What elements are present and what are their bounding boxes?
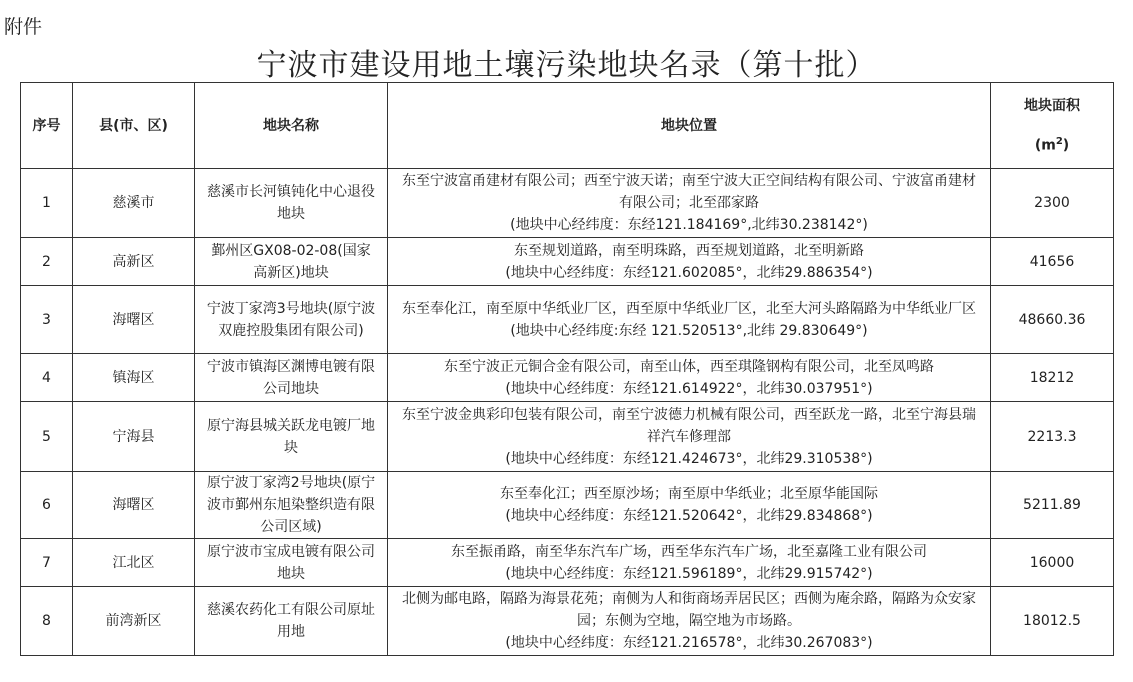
header-county: 县(市、区) — [73, 83, 195, 169]
cell-no: 6 — [21, 472, 73, 539]
table-header-row — [21, 83, 1114, 169]
cell-county: 江北区 — [73, 539, 195, 587]
table-row — [21, 286, 1114, 354]
table-row — [21, 354, 1114, 402]
location-text: 东至奉化江；西至原沙场；南至原中华纸业；北至原华能国际 — [500, 486, 878, 502]
table-row — [21, 169, 1114, 238]
cell-location — [388, 472, 991, 539]
header-name: 地块名称 — [195, 83, 388, 169]
location-coord: (地块中心经纬度：东经121.520642°，北纬29.834868°) — [505, 508, 873, 524]
location-text: 东至规划道路，南至明珠路，西至规划道路，北至明新路 — [514, 242, 864, 259]
cell-location — [388, 169, 991, 238]
cell-location — [388, 587, 991, 656]
table-row — [21, 587, 1114, 656]
cell-area: 16000 — [991, 539, 1114, 587]
cell-name: 原宁海县城关跃龙电镀厂地块 — [195, 402, 388, 472]
table-row — [21, 539, 1114, 587]
cell-no: 1 — [21, 169, 73, 238]
header-no: 序号 — [21, 83, 73, 169]
cell-no: 8 — [21, 587, 73, 656]
cell-no: 3 — [21, 286, 73, 354]
contaminated-land-table — [20, 82, 1114, 656]
area-unit-sup: 2 — [1055, 135, 1063, 147]
cell-county: 海曙区 — [73, 472, 195, 539]
header-area — [991, 83, 1114, 169]
cell-name: 慈溪农药化工有限公司原址用地 — [195, 587, 388, 656]
cell-name: 原宁波丁家湾2号地块(原宁波市鄞州东旭染整织造有限公司区域) — [195, 472, 388, 539]
location-coord: (地块中心经纬度：东经121.184169°,北纬30.238142°) — [510, 217, 868, 233]
table-row — [21, 402, 1114, 472]
cell-no: 4 — [21, 354, 73, 402]
cell-location — [388, 286, 991, 354]
cell-name: 慈溪市长河镇钝化中心退役地块 — [195, 169, 388, 238]
table-row — [21, 238, 1114, 286]
location-coord: (地块中心经纬度：东经121.216578°，北纬30.267083°) — [505, 635, 873, 651]
cell-county: 宁海县 — [73, 402, 195, 472]
location-text: 北侧为邮电路，隔路为海景花苑；南侧为人和街商场弄居民区；西侧为庵余路，隔路为众安家园；东侧为空地，隔空地为市场路。 — [402, 591, 976, 629]
cell-name: 宁波市镇海区渊博电镀有限公司地块 — [195, 354, 388, 402]
cell-county: 前湾新区 — [73, 587, 195, 656]
page-title: 宁波市建设用地土壤污染地块名录（第十批） — [256, 48, 877, 83]
cell-no: 2 — [21, 238, 73, 286]
location-coord: (地块中心经纬度：东经121.602085°，北纬29.886354°) — [505, 264, 873, 281]
cell-no: 5 — [21, 402, 73, 472]
cell-county: 高新区 — [73, 238, 195, 286]
table-row — [21, 472, 1114, 539]
cell-area: 2213.3 — [991, 402, 1114, 472]
cell-county: 镇海区 — [73, 354, 195, 402]
cell-name: 鄞州区GX08-02-08(国家高新区)地块 — [195, 238, 388, 286]
cell-area: 5211.89 — [991, 472, 1114, 539]
location-coord: (地块中心经纬度：东经121.614922°，北纬30.037951°) — [505, 380, 873, 397]
location-text: 东至宁波富甬建材有限公司；西至宁波天诺；南至宁波大正空间结构有限公司、宁波富甬建材有限公司；北至邵家路 — [402, 173, 976, 211]
cell-location — [388, 402, 991, 472]
cell-area: 48660.36 — [991, 286, 1114, 354]
location-coord: (地块中心经纬度：东经121.424673°，北纬29.310538°) — [505, 450, 873, 467]
location-coord: (地块中心经纬度:东经 121.520513°,北纬 29.830649°) — [510, 322, 868, 339]
location-text: 东至宁波金典彩印包装有限公司，南至宁波德力机械有限公司，西至跃龙一路，北至宁海县瑞祥汽车修理部 — [402, 406, 976, 445]
location-text: 东至奉化江，南至原中华纸业厂区，西至原中华纸业厂区，北至大河头路隔路为中华纸业厂区 — [402, 300, 976, 317]
cell-location — [388, 539, 991, 587]
header-area-label: 地块面积 — [1024, 97, 1080, 114]
attachment-label: 附件 — [4, 16, 43, 38]
cell-county: 海曙区 — [73, 286, 195, 354]
cell-no: 7 — [21, 539, 73, 587]
location-coord: (地块中心经纬度：东经121.596189°，北纬29.915742°) — [505, 565, 873, 582]
location-text: 东至宁波正元铜合金有限公司，南至山体，西至琪隆钢构有限公司，北至凤鸣路 — [444, 358, 934, 375]
cell-area: 2300 — [991, 169, 1114, 238]
header-area-unit: $(m^2)$ — [1034, 135, 1070, 154]
header-location: 地块位置 — [388, 83, 991, 169]
cell-location — [388, 238, 991, 286]
cell-area: 41656 — [991, 238, 1114, 286]
cell-location — [388, 354, 991, 402]
cell-name: 原宁波市宝成电镀有限公司地块 — [195, 539, 388, 587]
cell-county: 慈溪市 — [73, 169, 195, 238]
area-unit-m: m — [1041, 137, 1056, 154]
location-text: 东至振甬路，南至华东汽车广场，西至华东汽车广场，北至嘉隆工业有限公司 — [451, 543, 927, 560]
cell-area: 18212 — [991, 354, 1114, 402]
cell-area: 18012.5 — [991, 587, 1114, 656]
cell-name: 宁波丁家湾3号地块(原宁波双鹿控股集团有限公司) — [195, 286, 388, 354]
